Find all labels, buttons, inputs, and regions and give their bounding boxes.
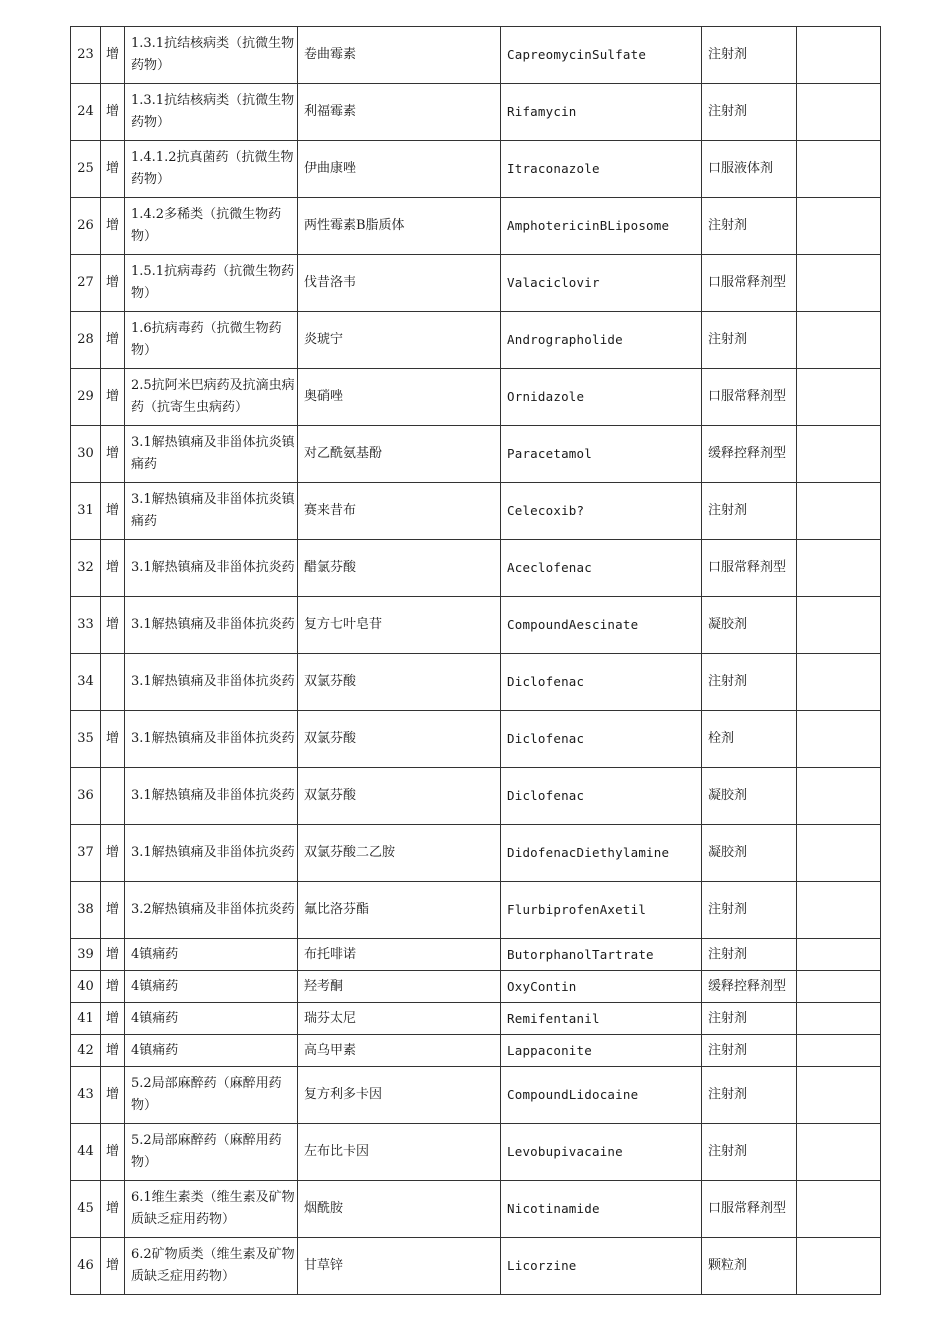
dosage-form: 颗粒剂 bbox=[702, 1238, 797, 1295]
drug-name-en: Ornidazole bbox=[501, 369, 702, 426]
dosage-form: 注射剂 bbox=[702, 1003, 797, 1035]
row-number: 42 bbox=[71, 1035, 101, 1067]
dosage-form: 缓释控释剂型 bbox=[702, 971, 797, 1003]
dosage-form: 注射剂 bbox=[702, 1124, 797, 1181]
row-number: 25 bbox=[71, 141, 101, 198]
note-cell bbox=[797, 1238, 881, 1295]
drug-name-en: Levobupivacaine bbox=[501, 1124, 702, 1181]
row-number: 26 bbox=[71, 198, 101, 255]
drug-name-en: Andrographolide bbox=[501, 312, 702, 369]
dosage-form: 缓释控释剂型 bbox=[702, 426, 797, 483]
row-number: 23 bbox=[71, 27, 101, 84]
table-row bbox=[71, 369, 881, 426]
note-cell bbox=[797, 483, 881, 540]
note-cell bbox=[797, 711, 881, 768]
drug-name-cn: 双氯芬酸二乙胺 bbox=[298, 825, 501, 882]
change-mark: 增 bbox=[101, 483, 125, 540]
drug-category: 3.1解热镇痛及非甾体抗炎药 bbox=[125, 540, 298, 597]
table-row bbox=[71, 84, 881, 141]
row-number: 32 bbox=[71, 540, 101, 597]
drug-name-cn: 高乌甲素 bbox=[298, 1035, 501, 1067]
row-number: 28 bbox=[71, 312, 101, 369]
row-number: 38 bbox=[71, 882, 101, 939]
drug-name-cn: 双氯芬酸 bbox=[298, 654, 501, 711]
note-cell bbox=[797, 255, 881, 312]
drug-name-cn: 卷曲霉素 bbox=[298, 27, 501, 84]
drug-name-en: AmphotericinBLiposome bbox=[501, 198, 702, 255]
drug-name-cn: 甘草锌 bbox=[298, 1238, 501, 1295]
row-number: 43 bbox=[71, 1067, 101, 1124]
change-mark: 增 bbox=[101, 27, 125, 84]
note-cell bbox=[797, 1124, 881, 1181]
drug-category: 5.2局部麻醉药（麻醉用药物） bbox=[125, 1124, 298, 1181]
drug-name-en: Nicotinamide bbox=[501, 1181, 702, 1238]
row-number: 44 bbox=[71, 1124, 101, 1181]
dosage-form: 注射剂 bbox=[702, 882, 797, 939]
table-row bbox=[71, 1067, 881, 1124]
table-row bbox=[71, 483, 881, 540]
dosage-form: 栓剂 bbox=[702, 711, 797, 768]
row-number: 40 bbox=[71, 971, 101, 1003]
table-row bbox=[71, 971, 881, 1003]
dosage-form: 凝胶剂 bbox=[702, 768, 797, 825]
drug-name-cn: 复方七叶皂苷 bbox=[298, 597, 501, 654]
note-cell bbox=[797, 312, 881, 369]
drug-name-en: Paracetamol bbox=[501, 426, 702, 483]
drug-category: 1.3.1抗结核病类（抗微生物药物） bbox=[125, 27, 298, 84]
note-cell bbox=[797, 1003, 881, 1035]
row-number: 35 bbox=[71, 711, 101, 768]
change-mark: 增 bbox=[101, 1181, 125, 1238]
row-number: 34 bbox=[71, 654, 101, 711]
row-number: 33 bbox=[71, 597, 101, 654]
table-row bbox=[71, 939, 881, 971]
drug-name-en: OxyContin bbox=[501, 971, 702, 1003]
change-mark: 增 bbox=[101, 971, 125, 1003]
dosage-form: 注射剂 bbox=[702, 27, 797, 84]
drug-name-en: Valaciclovir bbox=[501, 255, 702, 312]
change-mark: 增 bbox=[101, 597, 125, 654]
drug-name-cn: 瑞芬太尼 bbox=[298, 1003, 501, 1035]
drug-name-cn: 双氯芬酸 bbox=[298, 768, 501, 825]
drug-list-table bbox=[70, 26, 881, 1295]
drug-name-cn: 醋氯芬酸 bbox=[298, 540, 501, 597]
table-row bbox=[71, 711, 881, 768]
table-row bbox=[71, 141, 881, 198]
change-mark: 增 bbox=[101, 939, 125, 971]
dosage-form: 口服常释剂型 bbox=[702, 369, 797, 426]
drug-name-cn: 炎琥宁 bbox=[298, 312, 501, 369]
table-row bbox=[71, 1035, 881, 1067]
drug-name-cn: 赛来昔布 bbox=[298, 483, 501, 540]
table-row bbox=[71, 597, 881, 654]
drug-category: 1.4.2多稀类（抗微生物药物） bbox=[125, 198, 298, 255]
change-mark: 增 bbox=[101, 1067, 125, 1124]
drug-name-en: Aceclofenac bbox=[501, 540, 702, 597]
note-cell bbox=[797, 1181, 881, 1238]
dosage-form: 口服常释剂型 bbox=[702, 540, 797, 597]
table-row bbox=[71, 27, 881, 84]
drug-name-cn: 两性霉素B脂质体 bbox=[298, 198, 501, 255]
table-row bbox=[71, 426, 881, 483]
drug-name-cn: 对乙酰氨基酚 bbox=[298, 426, 501, 483]
table-row bbox=[71, 198, 881, 255]
note-cell bbox=[797, 27, 881, 84]
dosage-form: 注射剂 bbox=[702, 1035, 797, 1067]
dosage-form: 注射剂 bbox=[702, 312, 797, 369]
drug-category: 2.5抗阿米巴病药及抗滴虫病药（抗寄生虫病药） bbox=[125, 369, 298, 426]
row-number: 45 bbox=[71, 1181, 101, 1238]
row-number: 27 bbox=[71, 255, 101, 312]
change-mark: 增 bbox=[101, 1035, 125, 1067]
drug-name-en: CapreomycinSulfate bbox=[501, 27, 702, 84]
note-cell bbox=[797, 198, 881, 255]
table-row bbox=[71, 255, 881, 312]
drug-name-en: Itraconazole bbox=[501, 141, 702, 198]
note-cell bbox=[797, 426, 881, 483]
change-mark: 增 bbox=[101, 141, 125, 198]
change-mark: 增 bbox=[101, 825, 125, 882]
row-number: 31 bbox=[71, 483, 101, 540]
table-row bbox=[71, 882, 881, 939]
dosage-form: 口服液体剂 bbox=[702, 141, 797, 198]
dosage-form: 注射剂 bbox=[702, 654, 797, 711]
drug-name-cn: 伊曲康唑 bbox=[298, 141, 501, 198]
note-cell bbox=[797, 1035, 881, 1067]
table-row bbox=[71, 1124, 881, 1181]
drug-name-cn: 左布比卡因 bbox=[298, 1124, 501, 1181]
row-number: 30 bbox=[71, 426, 101, 483]
drug-name-en: Lappaconite bbox=[501, 1035, 702, 1067]
drug-category: 3.1解热镇痛及非甾体抗炎药 bbox=[125, 768, 298, 825]
dosage-form: 注射剂 bbox=[702, 198, 797, 255]
note-cell bbox=[797, 84, 881, 141]
table-row bbox=[71, 1003, 881, 1035]
row-number: 29 bbox=[71, 369, 101, 426]
note-cell bbox=[797, 654, 881, 711]
drug-category: 1.6抗病毒药（抗微生物药物） bbox=[125, 312, 298, 369]
drug-name-en: ButorphanolTartrate bbox=[501, 939, 702, 971]
drug-category: 6.2矿物质类（维生素及矿物质缺乏症用药物） bbox=[125, 1238, 298, 1295]
drug-category: 5.2局部麻醉药（麻醉用药物） bbox=[125, 1067, 298, 1124]
change-mark bbox=[101, 654, 125, 711]
change-mark: 增 bbox=[101, 312, 125, 369]
drug-name-en: FlurbiprofenAxetil bbox=[501, 882, 702, 939]
dosage-form: 注射剂 bbox=[702, 939, 797, 971]
note-cell bbox=[797, 825, 881, 882]
row-number: 36 bbox=[71, 768, 101, 825]
table-row bbox=[71, 1238, 881, 1295]
drug-category: 1.4.1.2抗真菌药（抗微生物药物） bbox=[125, 141, 298, 198]
change-mark bbox=[101, 768, 125, 825]
drug-category: 3.1解热镇痛及非甾体抗炎药 bbox=[125, 711, 298, 768]
change-mark: 增 bbox=[101, 426, 125, 483]
row-number: 46 bbox=[71, 1238, 101, 1295]
drug-name-cn: 羟考酮 bbox=[298, 971, 501, 1003]
note-cell bbox=[797, 939, 881, 971]
change-mark: 增 bbox=[101, 84, 125, 141]
drug-category: 1.5.1抗病毒药（抗微生物药物） bbox=[125, 255, 298, 312]
dosage-form: 注射剂 bbox=[702, 483, 797, 540]
drug-category: 3.1解热镇痛及非甾体抗炎药 bbox=[125, 597, 298, 654]
drug-name-en: CompoundAescinate bbox=[501, 597, 702, 654]
dosage-form: 凝胶剂 bbox=[702, 825, 797, 882]
drug-name-en: CompoundLidocaine bbox=[501, 1067, 702, 1124]
dosage-form: 注射剂 bbox=[702, 1067, 797, 1124]
row-number: 41 bbox=[71, 1003, 101, 1035]
dosage-form: 口服常释剂型 bbox=[702, 255, 797, 312]
drug-category: 4镇痛药 bbox=[125, 939, 298, 971]
change-mark: 增 bbox=[101, 882, 125, 939]
drug-category: 3.1解热镇痛及非甾体抗炎镇痛药 bbox=[125, 426, 298, 483]
note-cell bbox=[797, 141, 881, 198]
table-row bbox=[71, 825, 881, 882]
drug-name-cn: 复方利多卡因 bbox=[298, 1067, 501, 1124]
drug-category: 4镇痛药 bbox=[125, 971, 298, 1003]
change-mark: 增 bbox=[101, 198, 125, 255]
note-cell bbox=[797, 1067, 881, 1124]
drug-category: 3.1解热镇痛及非甾体抗炎药 bbox=[125, 654, 298, 711]
change-mark: 增 bbox=[101, 711, 125, 768]
drug-category: 4镇痛药 bbox=[125, 1035, 298, 1067]
note-cell bbox=[797, 540, 881, 597]
drug-name-en: Licorzine bbox=[501, 1238, 702, 1295]
drug-name-en: Diclofenac bbox=[501, 654, 702, 711]
drug-name-cn: 伐昔洛韦 bbox=[298, 255, 501, 312]
note-cell bbox=[797, 597, 881, 654]
drug-category: 6.1维生素类（维生素及矿物质缺乏症用药物） bbox=[125, 1181, 298, 1238]
drug-name-cn: 烟酰胺 bbox=[298, 1181, 501, 1238]
table-row bbox=[71, 768, 881, 825]
drug-name-en: Diclofenac bbox=[501, 768, 702, 825]
drug-name-cn: 双氯芬酸 bbox=[298, 711, 501, 768]
drug-name-cn: 氟比洛芬酯 bbox=[298, 882, 501, 939]
dosage-form: 凝胶剂 bbox=[702, 597, 797, 654]
note-cell bbox=[797, 369, 881, 426]
change-mark: 增 bbox=[101, 369, 125, 426]
drug-name-en: Celecoxib? bbox=[501, 483, 702, 540]
row-number: 24 bbox=[71, 84, 101, 141]
change-mark: 增 bbox=[101, 540, 125, 597]
drug-name-en: Diclofenac bbox=[501, 711, 702, 768]
drug-name-cn: 布托啡诺 bbox=[298, 939, 501, 971]
change-mark: 增 bbox=[101, 255, 125, 312]
dosage-form: 注射剂 bbox=[702, 84, 797, 141]
drug-name-en: DidofenacDiethylamine bbox=[501, 825, 702, 882]
drug-name-en: Rifamycin bbox=[501, 84, 702, 141]
change-mark: 增 bbox=[101, 1238, 125, 1295]
drug-name-cn: 利福霉素 bbox=[298, 84, 501, 141]
drug-category: 3.1解热镇痛及非甾体抗炎药 bbox=[125, 825, 298, 882]
note-cell bbox=[797, 971, 881, 1003]
table-row bbox=[71, 1181, 881, 1238]
dosage-form: 口服常释剂型 bbox=[702, 1181, 797, 1238]
note-cell bbox=[797, 768, 881, 825]
note-cell bbox=[797, 882, 881, 939]
drug-name-en: Remifentanil bbox=[501, 1003, 702, 1035]
row-number: 39 bbox=[71, 939, 101, 971]
drug-category: 4镇痛药 bbox=[125, 1003, 298, 1035]
table-row bbox=[71, 312, 881, 369]
drug-category: 3.2解热镇痛及非甾体抗炎药 bbox=[125, 882, 298, 939]
drug-category: 1.3.1抗结核病类（抗微生物药物） bbox=[125, 84, 298, 141]
drug-name-cn: 奥硝唑 bbox=[298, 369, 501, 426]
table-row bbox=[71, 654, 881, 711]
change-mark: 增 bbox=[101, 1124, 125, 1181]
table-row bbox=[71, 540, 881, 597]
row-number: 37 bbox=[71, 825, 101, 882]
drug-category: 3.1解热镇痛及非甾体抗炎镇痛药 bbox=[125, 483, 298, 540]
change-mark: 增 bbox=[101, 1003, 125, 1035]
